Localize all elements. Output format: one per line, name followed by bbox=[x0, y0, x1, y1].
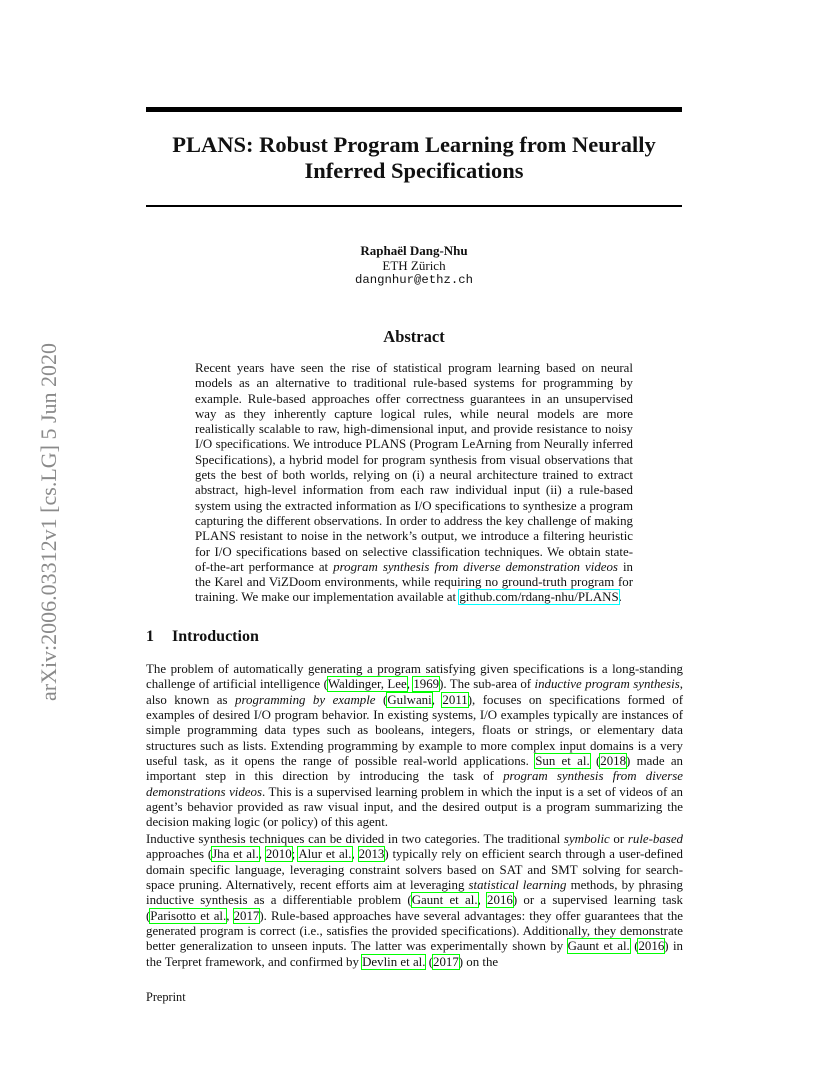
citation-link[interactable]: Gulwani bbox=[387, 692, 432, 707]
paragraph-text: , bbox=[226, 908, 234, 923]
abstract-text: Recent years have seen the rise of statistical program learning based on neural models as an alternative to traditional rule-based systems for programming by example. Rule-based approaches offer correctness guarantees in an unsupervised way as they inherently capture logical rules, while neural models are more realistically scalable to raw, high-dimensional input, and provide resistance to noisy I/O specifications. We introduce PLANS (Program LeArning from Neurally inferred Specifications), a hybrid model for program synthesis from visual observations that gets the best of both worlds, relying on (i) a neural architecture trained to extract abstract, high-level information from each raw individual input (ii) a rule-based system using the extracted information as I/O specifications to synthesize a program capturing the different observations. In order to address the key challenge of making PLANS resistant to noise in the network’s output, we introduce a filtering heuristic for I/O specifications based on selective classification techniques. We obtain state-of-the-art performance at bbox=[195, 361, 633, 574]
citation-link[interactable]: Gaunt et al. bbox=[411, 893, 478, 908]
intro-paragraph-2 bbox=[146, 832, 683, 970]
paragraph-text: ). The sub-area of bbox=[439, 677, 535, 692]
paragraph-text: methods, by phrasing inductive synthesis as a differentiable problem ( bbox=[146, 878, 683, 908]
paragraph-text: ( bbox=[629, 939, 639, 954]
title-bottom-rule bbox=[146, 205, 682, 207]
abstract-emphasis: program synthesis from diverse demonstration videos bbox=[333, 559, 618, 574]
abstract-body bbox=[195, 361, 633, 606]
paragraph-text: ( bbox=[589, 754, 601, 769]
arxiv-identifier: arXiv:2006.03312v1 [cs.LG] 5 Jun 2020 bbox=[36, 342, 61, 702]
citation-year-link[interactable]: 2016 bbox=[638, 939, 665, 954]
section-title: Introduction bbox=[172, 628, 259, 645]
paragraph-emphasis: inductive program synthesis bbox=[534, 677, 680, 692]
abstract-text: in the Karel and ViZDoom environments, while requiring no ground-truth program for training. We make our implementation available at bbox=[195, 559, 633, 605]
author-block bbox=[146, 243, 682, 288]
author-email[interactable]: dangnhur@ethz.ch bbox=[354, 273, 474, 287]
title-line-2: Inferred Specifications bbox=[304, 158, 524, 183]
title-top-rule bbox=[146, 107, 682, 112]
paragraph-text: approaches ( bbox=[146, 847, 213, 862]
paragraph-text: ), focuses on specifications formed of examples of desired I/O program behavior. In existing systems, I/O examples typically are instances of simple programming data types such as booleans, integers, floats or strings, or elementary data structures such as lists. Extending programming by example to more complex input domains is a very useful task, as it opens the range of possible real-world applications. bbox=[146, 692, 684, 769]
paragraph-text: , bbox=[258, 847, 266, 862]
citation-year-link[interactable]: 2016 bbox=[487, 893, 513, 908]
citation-link[interactable]: Gaunt et al. bbox=[567, 939, 630, 954]
section-number: 1 bbox=[146, 628, 154, 645]
citation-link[interactable]: Devlin et al. bbox=[362, 954, 426, 969]
paragraph-text: ( bbox=[425, 954, 433, 969]
paragraph-text: , bbox=[351, 847, 359, 862]
paragraph-emphasis: symbolic bbox=[563, 832, 610, 846]
paragraph-emphasis: program synthesis from diverse demonstrations videos bbox=[146, 769, 683, 799]
section-heading-introduction bbox=[146, 628, 259, 646]
citation-year-link[interactable]: 2017 bbox=[233, 908, 260, 923]
abstract-heading: Abstract bbox=[383, 327, 445, 346]
page-footer: Preprint bbox=[146, 990, 186, 1004]
paragraph-text: Inductive synthesis techniques can be divided in two categories. The traditional bbox=[146, 832, 564, 846]
title-line-1: PLANS: Robust Program Learning from Neurally bbox=[172, 132, 656, 157]
paragraph-text: , also known as bbox=[146, 677, 684, 707]
paragraph-text: , bbox=[477, 893, 488, 908]
implementation-link[interactable]: github.com/rdang-nhu/PLANS bbox=[459, 590, 619, 605]
citation-year-link[interactable]: 2017 bbox=[433, 954, 459, 969]
paragraph-text: ). Rule-based approaches have several advantages: they offer guarantees that the generated program is correct (i.e., satisfies the provided specifications). Additionally, they demonstrate better generalization to unseen inputs. The latter was experimentally shown by bbox=[146, 908, 683, 954]
paragraph-text: ) on the bbox=[458, 954, 499, 969]
citation-year-link[interactable]: 2018 bbox=[600, 754, 627, 769]
paragraph-text: , bbox=[406, 677, 414, 692]
paragraph-text: ) in the Terpret framework, and confirmed by bbox=[146, 939, 683, 969]
citation-year-link[interactable]: 2011 bbox=[442, 692, 468, 707]
author-affiliation: ETH Zürich bbox=[382, 258, 446, 273]
paper-title bbox=[146, 132, 682, 184]
paragraph-emphasis: rule-based bbox=[627, 832, 683, 846]
paragraph-text: . This is a supervised learning problem in which the input is a set of videos of an agent’s behavior provided as raw visual input, and the desired output is a program summarizing the decision making logic (or policy) of this agent. bbox=[146, 784, 683, 830]
paragraph-text: The problem of automatically generating a program satisfying given specifications is a long-standing challenge of artificial intelligence ( bbox=[146, 662, 683, 692]
citation-year-link[interactable]: 2010 bbox=[265, 847, 292, 862]
citation-year-link[interactable]: 1969 bbox=[413, 677, 440, 692]
citation-year-link[interactable]: 2013 bbox=[358, 847, 385, 862]
paragraph-emphasis: statistical learning bbox=[468, 878, 567, 893]
author-name: Raphaël Dang-Nhu bbox=[360, 243, 468, 258]
citation-link[interactable]: Parisotto et al. bbox=[150, 908, 227, 923]
paragraph-text: ; bbox=[291, 847, 299, 862]
paragraph-text: ) made an important step in this direction by introducing the task of bbox=[146, 754, 683, 784]
citation-link[interactable]: Waldinger, Lee bbox=[327, 677, 407, 692]
citation-link[interactable]: Jha et al. bbox=[212, 847, 259, 862]
paragraph-text: ) typically rely on efficient search through a user-defined domain specific language, leveraging constraint solvers based on SAT and SMT solving for search-space pruning. Alternatively, recent efforts aim at leveraging bbox=[146, 847, 683, 893]
abstract-text: . bbox=[618, 590, 622, 605]
paragraph-text: , bbox=[431, 692, 443, 707]
citation-link[interactable]: Alur et al. bbox=[298, 847, 352, 862]
intro-paragraph-1 bbox=[146, 662, 683, 831]
paragraph-emphasis: programming by example bbox=[235, 692, 376, 707]
paragraph-text: or bbox=[609, 832, 628, 846]
citation-link[interactable]: Sun et al. bbox=[535, 754, 590, 769]
paragraph-text: ) or a supervised learning task ( bbox=[146, 893, 684, 923]
paragraph-text: ( bbox=[375, 692, 388, 707]
